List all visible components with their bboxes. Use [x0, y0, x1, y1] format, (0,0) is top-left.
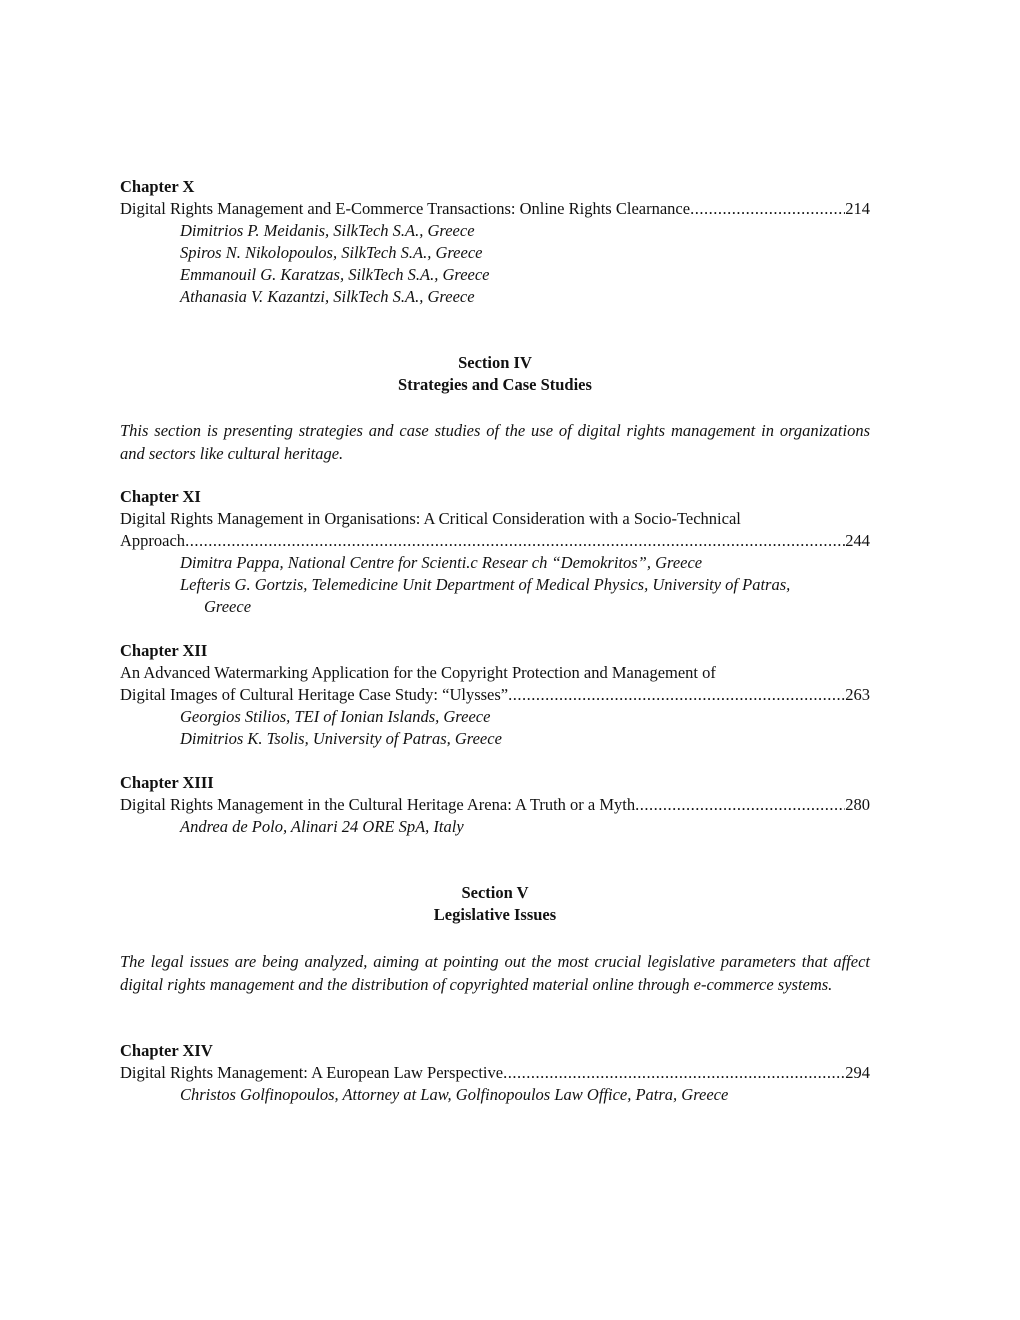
chapter-title: Digital Rights Management and E-Commerce Transactions: Online Rights Clearnance — [120, 199, 691, 218]
author: Dimitrios K. Tsolis, University of Patras, Greece — [180, 729, 502, 748]
author: Lefteris G. Gortzis, Telemedicine Unit Department of Medical Physics, University of Patras, — [180, 575, 791, 594]
chapter-entry — [120, 486, 870, 618]
dot-leader — [185, 530, 845, 552]
page-number: 244 — [845, 531, 870, 550]
page-number: 214 — [845, 199, 870, 218]
author-continued: Greece — [204, 597, 252, 616]
author: Georgios Stilios, TEI of Ionian Islands, Greece — [180, 707, 491, 726]
chapter-title-continued: Approach — [120, 531, 186, 550]
author: Andrea de Polo, Alinari 24 ORE SpA, Italy — [180, 817, 464, 836]
author: Dimitra Pappa, National Centre for Scienti.c Resear ch “Demokritos”, Greece — [180, 553, 703, 572]
section-description: This section is presenting strategies and case studies of the use of digital rights management in organizations and sectors like cultural heritage. — [120, 421, 870, 463]
section-title: Legislative Issues — [433, 905, 557, 924]
chapter-label: Chapter XII — [120, 641, 208, 660]
chapter-entry — [120, 772, 870, 838]
page-number: 263 — [845, 685, 870, 704]
dot-leader — [690, 198, 845, 220]
chapter-title: Digital Rights Management in Organisations: A Critical Consideration with a Socio-Technical — [120, 509, 741, 528]
chapter-title-row — [120, 794, 870, 816]
section-number: Section IV — [458, 353, 532, 372]
page-number: 294 — [845, 1063, 870, 1082]
chapter-title-row — [120, 530, 870, 552]
chapter-title: Digital Rights Management in the Cultural Heritage Arena: A Truth or a Myth — [120, 795, 636, 814]
section-description: The legal issues are being analyzed, aiming at pointing out the most crucial legislative parameters that affect digital rights management and the distribution of copyrighted material online through e-commerce systems. — [120, 952, 870, 994]
chapter-label: Chapter XI — [120, 487, 201, 506]
chapter-title-row — [120, 1062, 870, 1084]
chapter-title-row — [120, 198, 870, 220]
chapter-title-row — [120, 684, 870, 706]
author: Emmanouil G. Karatzas, SilkTech S.A., Greece — [180, 265, 490, 284]
chapter-title: An Advanced Watermarking Application for the Copyright Protection and Management of — [120, 663, 716, 682]
author: Dimitrios P. Meidanis, SilkTech S.A., Greece — [180, 221, 475, 240]
chapter-title: Digital Rights Management: A European Law Perspective — [120, 1063, 504, 1082]
chapter-title-continued: Digital Images of Cultural Heritage Case Study: “Ulysses” — [120, 685, 509, 704]
chapter-label: Chapter XIII — [120, 773, 214, 792]
dot-leader — [635, 794, 845, 816]
chapter-entry — [120, 640, 870, 750]
chapter-label: Chapter XIV — [120, 1041, 213, 1060]
author: Christos Golfinopoulos, Attorney at Law, Golfinopoulos Law Office, Patra, Greece — [180, 1085, 729, 1104]
section-title: Strategies and Case Studies — [398, 375, 592, 394]
chapter-entry — [120, 176, 870, 308]
section-number: Section V — [461, 883, 529, 902]
author: Athanasia V. Kazantzi, SilkTech S.A., Greece — [180, 287, 475, 306]
page-number: 280 — [845, 795, 870, 814]
dot-leader — [503, 1062, 845, 1084]
chapter-label: Chapter X — [120, 177, 195, 196]
dot-leader — [508, 684, 845, 706]
chapter-entry — [120, 1040, 870, 1106]
author: Spiros N. Nikolopoulos, SilkTech S.A., Greece — [180, 243, 483, 262]
